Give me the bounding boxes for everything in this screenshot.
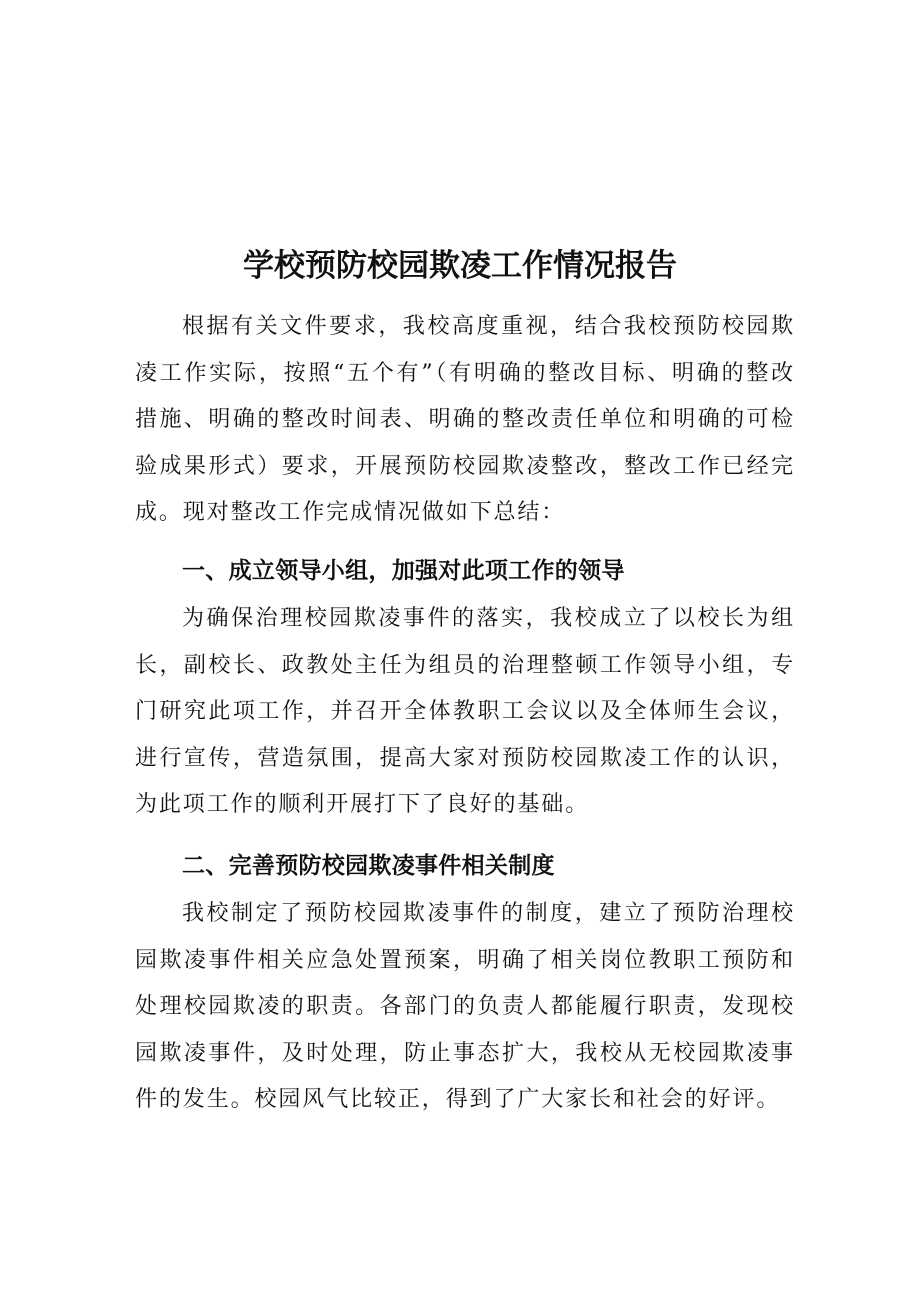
- section-body-1: 为确保治理校园欺凌事件的落实，我校成立了以校长为组长，副校长、政教处主任为组员的治理整顿工作领导小组，专门研究此项工作，并召开全体教职工会议以及全体师生会议，进行宣传，营造氛围，提高大家对预防校园欺凌工作的认识，为此项工作的顺利开展打下了良好的基础。: [135, 606, 795, 817]
- document-title: 学校预防校园欺凌工作情况报告: [243, 247, 677, 284]
- intro-paragraph: 根据有关文件要求，我校高度重视，结合我校预防校园欺凌工作实际，按照“五个有”（有明确的整改目标、明确的整改措施、明确的整改时间表、明确的整改责任单位和明确的可检验成果形式）要求，开展预防校园欺凌整改，整改工作已经完成。现对整改工作完成情况做如下总结：: [135, 314, 795, 525]
- section-heading-1: 一、成立领导小组，加强对此项工作的领导: [182, 558, 625, 584]
- section-heading-2: 二、完善预防校园欺凌事件相关制度: [182, 853, 555, 879]
- section-body-2: 我校制定了预防校园欺凌事件的制度，建立了预防治理校园欺凌事件相关应急处置预案，明确了相关岗位教职工预防和处理校园欺凌的职责。各部门的负责人都能履行职责，发现校园欺凌事件，及时处理，防止事态扩大，我校从无校园欺凌事件的发生。校园风气比较正，得到了广大家长和社会的好评。: [135, 901, 795, 1112]
